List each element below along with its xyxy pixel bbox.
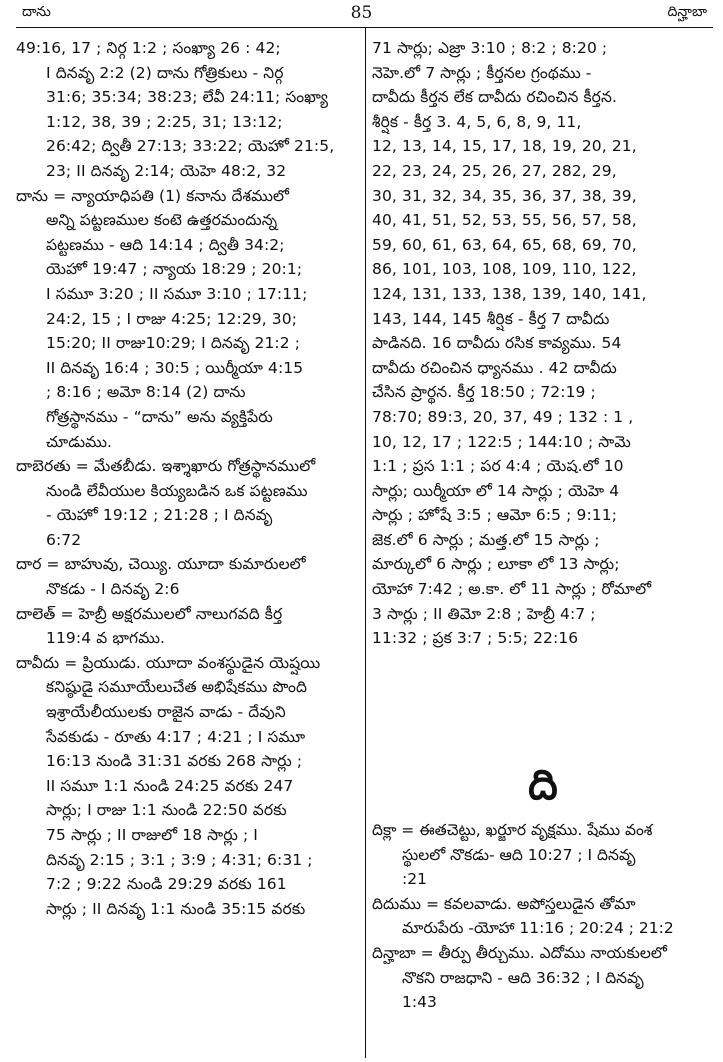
entry-line: దావీదు కీర్తన లేక దావీదు రచించిన కీర్తన.	[372, 88, 617, 107]
entry-line: 3 సార్లు ; II తిమో 2:8 ; హెబ్రీ 4:7 ;	[372, 604, 596, 623]
entry-line: 78:70; 89:3, 20, 37, 49 ; 132 : 1 ,	[372, 407, 634, 426]
entry-line: కనిష్ఠుడై సమూయేలుచేత అభిషేకము పొంది	[46, 678, 308, 697]
entry-line: 12, 13, 14, 15, 17, 18, 19, 20, 21,	[372, 137, 637, 156]
entry-line: చూడుము.	[46, 432, 113, 451]
entry-line: I దినవృ 2:2 (2) దాను గోత్రికులు - నిర్గ	[46, 63, 284, 82]
entry-line: సేవకుడు - రూతు 4:17 ; 4:21 ; I సమూ	[46, 727, 306, 746]
entry-line: 6:72	[46, 530, 82, 549]
dictionary-entry	[372, 892, 714, 941]
page-number: 85	[350, 3, 373, 23]
entry-line: ఇశ్రాయేలీయులకు రాజైన వాడు - దేవుని	[46, 703, 286, 722]
entry-line: దావీదు = ప్రియుడు. యూదా వంశస్థుడైన యెష్షయి	[16, 653, 321, 672]
entry-line: ; 8:16 ; అమో 8:14 (2) దాను	[46, 383, 246, 402]
header-right-word: దిన్హాబా	[667, 4, 707, 20]
entry-line: 75 సార్లు ; II రాజులో 18 సార్లు ; I	[46, 826, 258, 844]
right-column	[372, 36, 714, 651]
entry-line: :21	[402, 870, 427, 889]
entry-line: II సమూ 1:1 నుండి 24:25 వరకు 247	[46, 776, 294, 795]
entry-line: 26:42; ద్వితీ 27:13; 33:22; యెహో 21:5,	[46, 137, 335, 156]
dictionary-entry	[372, 941, 714, 1015]
entry-line: 86, 101, 103, 108, 109, 110, 122,	[372, 260, 637, 279]
entry-line: పట్టణము - ఆది 14:14 ; ద్వితీ 34:2;	[46, 235, 285, 254]
entry-line: దిన్హాబా = తీర్పు తీర్చుము. ఎదోము నాయకులలో	[372, 943, 667, 962]
dictionary-entry	[16, 552, 360, 601]
entry-line: 15:20; II రాజు10:29; I దినవృ 21:2 ;	[46, 334, 301, 353]
section-heading: ది	[528, 760, 558, 809]
entry-line: గోత్రస్థానము - “దాను” అను వ్యక్తిపేరు	[46, 407, 273, 426]
dictionary-entry	[16, 602, 360, 651]
dictionary-entry	[16, 454, 360, 552]
entry-line: దార = బాహువు, చెయ్యి. యూదా కుమారులలో	[16, 555, 306, 574]
entry-line: 1:43	[402, 993, 437, 1012]
dictionary-entry	[16, 36, 360, 184]
entry-line: దాబెరతు = మేతబీడు. ఇశ్శాఖారు గోత్రస్థానములో	[16, 457, 316, 476]
entry-line: దిక్లా = ఈతచెట్టు, ఖర్జూర వృక్షము. షేము వంశ	[372, 821, 653, 839]
entry-line: 119:4 వ భాగము.	[46, 629, 166, 648]
entry-line: యోహా 7:42 ; అ.కా. లో 11 సార్లు ; రోమాలో	[372, 580, 652, 599]
entry-line: 22, 23, 24, 25, 26, 27, 282, 29,	[372, 161, 617, 180]
entry-line: దావీదు రచించిన ధ్యానము . 42 దావీదు	[372, 358, 617, 377]
entry-line: 71 సార్లు; ఎజ్రా 3:10 ; 8:2 ; 8:20 ;	[372, 39, 608, 57]
entry-line: 7:2 ; 9:22 నుండి 29:29 వరకు 161	[46, 875, 287, 894]
entry-line: పాడినది. 16 దావీదు రసిక కావ్యము. 54	[372, 334, 622, 353]
entry-line: 24:2, 15 ; I రాజు 4:25; 12:29, 30;	[46, 309, 298, 328]
entry-line: చేసిన ప్రార్థన. కీర్త 18:50 ; 72:19 ;	[372, 383, 596, 402]
entry-line: 23; II దినవృ 2:14; యెహె 48:2, 32	[46, 161, 287, 180]
entry-line: 31:6; 35:34; 38:23; లేవీ 24:11; సంఖ్యా	[46, 88, 329, 107]
entry-line: 40, 41, 51, 52, 53, 55, 56, 57, 58,	[372, 211, 637, 230]
entry-line: 143, 144, 145 శీర్షిక - కీర్త 7 దావీదు	[372, 309, 610, 328]
entry-line: సార్లు ; హోషే 3:5 ; ఆమో 6:5 ; 9:11;	[372, 506, 618, 525]
dictionary-entry	[16, 651, 360, 922]
entry-line: దినవృ 2:15 ; 3:1 ; 3:9 ; 4:31; 6:31 ;	[46, 850, 313, 869]
entry-line: II దినవృ 16:4 ; 30:5 ; యిర్మీయా 4:15	[46, 358, 304, 377]
entry-line: 49:16, 17 ; నిర్గ 1:2 ; సంఖ్యా 26 : 42;	[16, 39, 281, 57]
entry-line: నొకని రాజధాని - ఆది 36:32 ; I దినవృ	[402, 968, 644, 987]
entry-line: నెహె.లో 7 సార్లు ; కీర్తనల గ్రంథము -	[372, 63, 592, 82]
column-divider	[365, 28, 366, 1058]
entry-line: 124, 131, 133, 138, 139, 140, 141,	[372, 284, 647, 303]
entry-line: 59, 60, 61, 63, 64, 65, 68, 69, 70,	[372, 235, 637, 254]
entry-line: యెహో 19:47 ; న్యాయ 18:29 ; 20:1;	[46, 260, 303, 279]
entry-line: I సమూ 3:20 ; II సమూ 3:10 ; 17:11;	[46, 284, 308, 303]
entry-line: స్థులలో నొకడు- ఆది 10:27 ; I దినవృ	[402, 845, 636, 864]
entry-line: మార్కులో 6 సార్లు ; లూకా లో 13 సార్లు;	[372, 555, 620, 574]
entry-line: సార్లు; యిర్మీయా లో 14 సార్లు ; యెహె 4	[372, 481, 620, 500]
entry-line: - యెహో 19:12 ; 21:28 ; I దినవృ	[46, 506, 273, 525]
entry-line: 30, 31, 32, 34, 35, 36, 37, 38, 39,	[372, 186, 637, 205]
entry-line: 10, 12, 17 ; 122:5 ; 144:10 ; సామె	[372, 432, 631, 451]
entry-line: 11:32 ; ప్రక 3:7 ; 5:5; 22:16	[372, 629, 579, 648]
entry-line: శీర్షిక - కీర్త 3. 4, 5, 6, 8, 9, 11,	[372, 112, 582, 131]
entry-line: సార్లు ; II దినవృ 1:1 నుండి 35:15 వరకు	[46, 899, 306, 918]
dictionary-entry	[372, 818, 714, 892]
entry-line: అన్ని పట్టణముల కంటె ఉత్తరమందున్న	[46, 211, 278, 230]
left-column	[16, 36, 360, 921]
entry-line: 1:1 ; ప్రస 1:1 ; పర 4:4 ; యెష.లో 10	[372, 457, 624, 476]
entry-line: దాను = న్యాయాధిపతి (1) కనాను దేశములో	[16, 186, 290, 205]
entry-line: దిదుము = కవలవాడు. అపోస్తలుడైన తోమా	[372, 894, 636, 913]
entry-line: మారుపేరు -యోహా 11:16 ; 20:24 ; 21:2	[402, 919, 674, 938]
entry-line: జెక.లో 6 సార్లు ; మత్త.లో 15 సార్లు ;	[372, 530, 600, 549]
entry-line: నొకడు - I దినవృ 2:6	[46, 580, 180, 599]
entry-line: దాలెత్ = హెబ్రీ అక్షరములలో నాలుగవది కీర్త	[16, 604, 283, 623]
right-column-lower	[372, 818, 714, 1015]
header-left-word: దాను	[22, 4, 51, 20]
entry-line: 1:12, 38, 39 ; 2:25, 31; 13:12;	[46, 112, 283, 131]
entry-line: సార్లు; I రాజు 1:1 నుండి 22:50 వరకు	[46, 801, 287, 820]
page-header	[0, 0, 723, 26]
entry-line: 16:13 నుండి 31:31 వరకు 268 సార్లు ;	[46, 752, 303, 771]
dictionary-entry	[16, 184, 360, 455]
entry-line: నుండి లేవీయుల కియ్యబడిన ఒక పట్టణము	[46, 481, 308, 500]
